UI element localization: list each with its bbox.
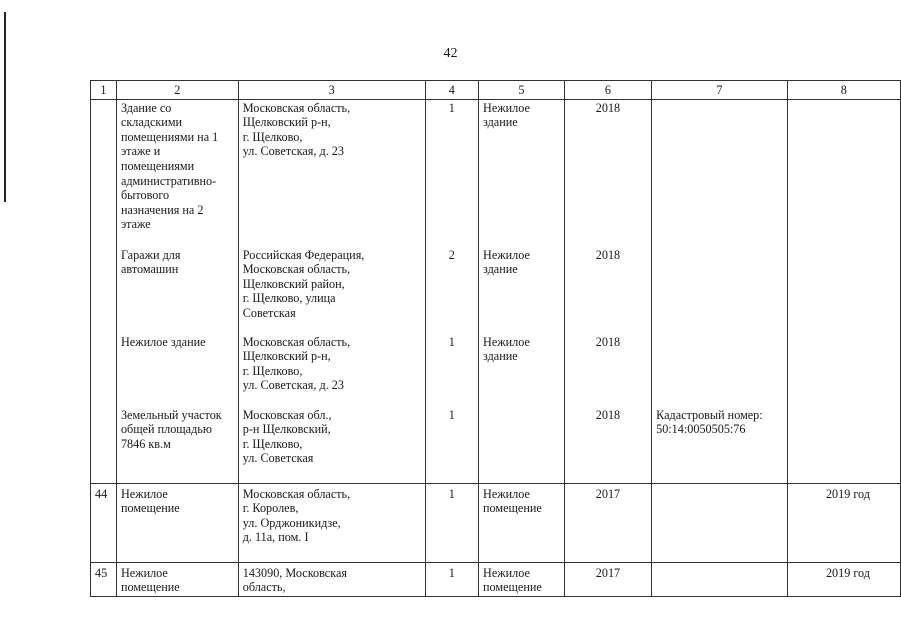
table-row (91, 99, 901, 248)
object-name: Земельный участок общей площадью 7846 кв.м (116, 408, 238, 484)
object-period (787, 248, 900, 335)
property-table (90, 80, 901, 597)
row-number: 44 (91, 483, 117, 562)
row-number (91, 248, 117, 335)
object-note (652, 335, 788, 408)
object-address: Московская обл., р-н Щелковский, г. Щелково, ул. Советская (238, 408, 425, 484)
object-note (652, 99, 788, 248)
object-year: 2018 (564, 248, 651, 335)
col-header: 4 (425, 81, 479, 100)
object-name: Здание со складскими помещениями на 1 этаже и помещениями административно- бытового назначения на 2 этаже (116, 99, 238, 248)
row-number: 45 (91, 562, 117, 596)
object-period: 2019 год (787, 483, 900, 562)
row-number (91, 335, 117, 408)
object-note (652, 562, 788, 596)
object-count: 2 (425, 248, 479, 335)
col-header: 7 (652, 81, 788, 100)
table-body (91, 99, 901, 596)
table-row (91, 408, 901, 484)
object-year: 2018 (564, 408, 651, 484)
object-count: 1 (425, 483, 479, 562)
col-header: 2 (116, 81, 238, 100)
object-name: Нежилое здание (116, 335, 238, 408)
object-type (479, 408, 565, 484)
object-name: Нежилое помещение (116, 483, 238, 562)
row-number (91, 99, 117, 248)
object-address: Московская область, Щелковский р-н, г. Щелково, ул. Советская, д. 23 (238, 99, 425, 248)
object-note (652, 248, 788, 335)
object-address: Российская Федерация, Московская область, Щелковский район, г. Щелково, улица Советская (238, 248, 425, 335)
object-year: 2018 (564, 335, 651, 408)
object-count: 1 (425, 562, 479, 596)
object-count: 1 (425, 408, 479, 484)
margin-line (4, 12, 6, 202)
row-number (91, 408, 117, 484)
object-type: Нежилое помещение (479, 562, 565, 596)
object-type: Нежилое здание (479, 99, 565, 248)
object-count: 1 (425, 99, 479, 248)
page-number: 42 (443, 46, 458, 61)
table-row (91, 562, 901, 596)
object-note (652, 483, 788, 562)
col-header: 5 (479, 81, 565, 100)
object-name: Нежилое помещение (116, 562, 238, 596)
object-address: Московская область, Щелковский р-н, г. Щелково, ул. Советская, д. 23 (238, 335, 425, 408)
object-period: 2019 год (787, 562, 900, 596)
col-header: 6 (564, 81, 651, 100)
object-count: 1 (425, 335, 479, 408)
table-header-row (91, 81, 901, 100)
object-period (787, 99, 900, 248)
object-year: 2018 (564, 99, 651, 248)
object-type: Нежилое здание (479, 335, 565, 408)
col-header: 3 (238, 81, 425, 100)
col-header: 1 (91, 81, 117, 100)
table-row (91, 335, 901, 408)
col-header: 8 (787, 81, 900, 100)
table-row (91, 483, 901, 562)
object-address: Московская область, г. Королев, ул. Орджоникидзе, д. 11а, пом. I (238, 483, 425, 562)
object-name: Гаражи для автомашин (116, 248, 238, 335)
object-address: 143090, Московская область, (238, 562, 425, 596)
object-note: Кадастровый номер: 50:14:0050505:76 (652, 408, 788, 484)
object-year: 2017 (564, 562, 651, 596)
table-row (91, 248, 901, 335)
object-year: 2017 (564, 483, 651, 562)
object-type: Нежилое здание (479, 248, 565, 335)
object-period (787, 408, 900, 484)
object-type: Нежилое помещение (479, 483, 565, 562)
object-period (787, 335, 900, 408)
